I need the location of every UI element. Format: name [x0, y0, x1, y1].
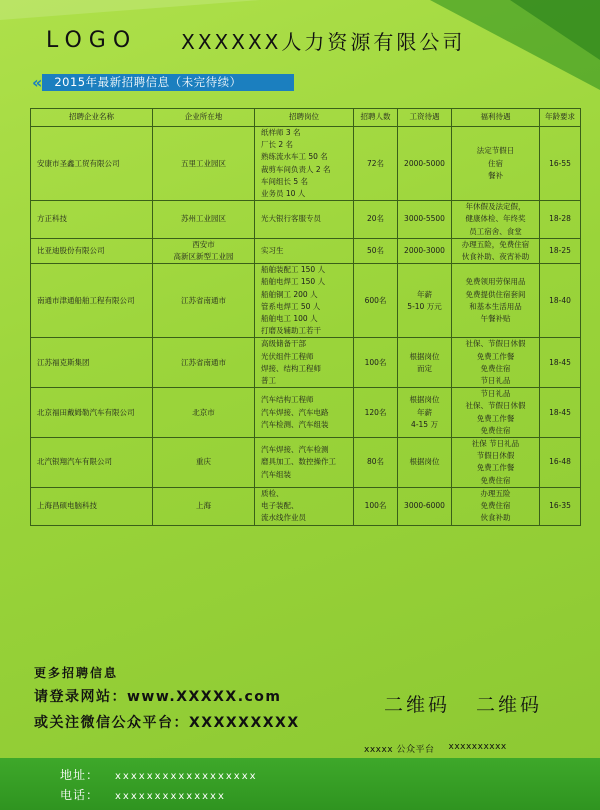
- age-cell: 18-28: [540, 201, 581, 239]
- benefits-cell-line: 节日礼品: [480, 376, 511, 386]
- salary-cell: [398, 238, 452, 263]
- positions-cell-line: 光大银行客服专员: [261, 214, 321, 224]
- table-row: [31, 487, 581, 525]
- count-cell: 120名: [354, 388, 398, 438]
- count-cell: 72名: [354, 127, 398, 201]
- positions-cell-line: 磨具加工、数控操作工: [261, 457, 336, 467]
- benefits-cell: [452, 127, 540, 201]
- table-body: [31, 127, 581, 526]
- location-cell: [153, 264, 255, 338]
- salary-cell-line: 2000-3000: [404, 245, 445, 255]
- positions-cell-line: 船舶电工 100 人: [261, 314, 318, 324]
- positions-cell-line: 高级储备干部: [261, 339, 306, 349]
- location-cell-line: 苏州工业园区: [181, 214, 226, 224]
- benefits-cell: [452, 201, 540, 239]
- age-cell: 16-35: [540, 487, 581, 525]
- qr-code-left: 二维码: [384, 694, 451, 716]
- location-cell: [153, 438, 255, 488]
- count-cell: 50名: [354, 238, 398, 263]
- positions-cell: [255, 438, 354, 488]
- salary-cell-line: 根据岗位: [409, 351, 440, 361]
- company-cell: 比亚迪股份有限公司: [31, 238, 153, 263]
- count-cell: 80名: [354, 438, 398, 488]
- salary-cell-line: 年薪: [417, 289, 432, 299]
- qr-code-placeholders: [384, 690, 542, 717]
- salary-cell: [398, 201, 452, 239]
- location-cell-line: 上海: [196, 501, 211, 511]
- positions-cell: [255, 201, 354, 239]
- benefits-cell-line: 午餐补贴: [480, 314, 511, 324]
- salary-cell-line: 根据岗位: [409, 457, 440, 467]
- positions-cell-line: 厂长 2 名: [261, 140, 294, 150]
- benefits-cell-line: 和基本生活用品: [469, 301, 522, 311]
- positions-cell-line: 船舶装配工 150 人: [261, 265, 326, 275]
- positions-cell-line: 汽车组装: [261, 469, 291, 479]
- salary-cell-line: 年薪: [417, 407, 432, 417]
- positions-cell-line: 打磨及辅助工若干: [261, 326, 321, 336]
- benefits-cell-line: 免费住宿: [480, 363, 511, 373]
- count-cell: 600名: [354, 264, 398, 338]
- more-jobs-title: 更多招聘信息: [34, 666, 119, 680]
- salary-cell-line: 而定: [417, 363, 432, 373]
- table-row: [31, 338, 581, 388]
- positions-cell: [255, 388, 354, 438]
- positions-cell-line: 质检、: [261, 488, 284, 498]
- benefits-cell-line: 伙食补助: [480, 513, 511, 523]
- salary-cell-line: 2000-5000: [404, 158, 445, 168]
- positions-cell: [255, 238, 354, 263]
- location-cell-line: 西安市: [192, 239, 215, 249]
- positions-cell-line: 焊接、结构工程师: [261, 363, 321, 373]
- positions-cell-line: 光伏组件工程师: [261, 351, 314, 361]
- benefits-cell-line: 健康体检、年终奖: [465, 214, 526, 224]
- page-header: [46, 26, 530, 54]
- table-row: [31, 127, 581, 201]
- positions-cell-line: 电子装配、: [261, 501, 299, 511]
- positions-cell-line: 纸样师 3 名: [261, 128, 301, 137]
- benefits-cell-line: 免费领用劳保用品: [465, 277, 526, 287]
- salary-cell: [398, 264, 452, 338]
- column-header: 企业所在地: [153, 109, 255, 127]
- positions-cell-line: 汽车结构工程师: [261, 395, 314, 405]
- recruitment-table: [30, 108, 581, 526]
- address-value: xxxxxxxxxxxxxxxxxx: [115, 771, 258, 782]
- benefits-cell-line: 节假日休假: [476, 451, 515, 461]
- benefits-cell-line: 节日礼品: [480, 389, 511, 399]
- positions-cell: [255, 338, 354, 388]
- benefits-cell-line: 免费提供住宿套间: [465, 289, 526, 299]
- positions-cell-line: 船舶电焊工 150 人: [261, 277, 326, 287]
- salary-cell-line: 5-10 万元: [407, 301, 442, 311]
- column-header: 招聘岗位: [255, 109, 354, 127]
- benefits-cell: [452, 388, 540, 438]
- positions-cell-line: 实习生: [261, 245, 284, 255]
- salary-cell-line: 根据岗位: [409, 395, 440, 405]
- company-cell: 北汽银翔汽车有限公司: [31, 438, 153, 488]
- positions-cell-line: 普工: [261, 376, 276, 386]
- count-cell: 20名: [354, 201, 398, 239]
- location-cell-line: 五里工业园区: [181, 158, 226, 168]
- benefits-cell-line: 法定节假日: [476, 146, 515, 156]
- benefits-cell: [452, 438, 540, 488]
- location-cell: [153, 487, 255, 525]
- benefits-cell: [452, 338, 540, 388]
- company-name: XXXXXX人力资源有限公司: [181, 29, 466, 54]
- double-chevron-icon: «: [32, 73, 39, 92]
- positions-cell-line: 车间组长 5 名: [261, 176, 309, 186]
- location-cell-line: 高新区新型工业园: [173, 252, 234, 262]
- column-header: 年龄要求: [540, 109, 581, 127]
- positions-cell-line: 熟练流水车工 50 名: [261, 152, 328, 162]
- positions-cell: [255, 127, 354, 201]
- top-decoration: [0, 0, 260, 20]
- location-cell: [153, 238, 255, 263]
- location-cell: [153, 338, 255, 388]
- table-row: [31, 388, 581, 438]
- company-cell: 南通市津通船舶工程有限公司: [31, 264, 153, 338]
- company-cell: 上海昌硕电脑科技: [31, 487, 153, 525]
- benefits-cell-line: 员工宿舍、食堂: [469, 226, 522, 236]
- benefits-cell-line: 办理五险，免费住宿: [461, 239, 530, 249]
- wechat-captions: [364, 742, 507, 755]
- positions-cell-line: 汽车检测、汽车组装: [261, 419, 329, 429]
- salary-cell: [398, 487, 452, 525]
- qr-code-right: 二维码: [476, 694, 543, 716]
- column-header: 招聘人数: [354, 109, 398, 127]
- positions-cell-line: 汽车焊接、汽车电路: [261, 407, 329, 417]
- section-banner: [32, 73, 294, 92]
- positions-cell-line: 流水线作业员: [261, 513, 306, 523]
- benefits-cell-line: 免费工作餐: [476, 413, 515, 423]
- benefits-cell-line: 年休假及法定假，: [465, 202, 526, 212]
- age-cell: 16-48: [540, 438, 581, 488]
- location-cell-line: 重庆: [196, 457, 211, 467]
- positions-cell-line: 业务员 10 人: [261, 189, 306, 199]
- age-cell: 18-45: [540, 388, 581, 438]
- location-cell: [153, 127, 255, 201]
- benefits-cell-line: 社保、节假日休假: [465, 401, 526, 411]
- benefits-cell: [452, 487, 540, 525]
- company-cell: 安康市圣鑫工贸有限公司: [31, 127, 153, 201]
- location-cell-line: 江苏省南通市: [181, 357, 226, 367]
- column-header: 福利待遇: [452, 109, 540, 127]
- phone-label: 电话：: [60, 788, 100, 802]
- age-cell: 16-55: [540, 127, 581, 201]
- benefits-cell-line: 伙食补助、夜宵补助: [461, 252, 530, 262]
- count-cell: 100名: [354, 338, 398, 388]
- table-row: [31, 438, 581, 488]
- table-row: [31, 238, 581, 263]
- salary-cell-line: 4-15 万: [411, 419, 438, 429]
- age-cell: 18-45: [540, 338, 581, 388]
- positions-cell-line: 裁剪车间负责人 2 名: [261, 164, 331, 174]
- location-cell: [153, 201, 255, 239]
- positions-cell-line: 汽车焊接、汽车检测: [261, 445, 329, 455]
- benefits-cell-line: 免费工作餐: [476, 351, 515, 361]
- logo: LOGO: [46, 27, 138, 53]
- salary-cell-line: 3000-6000: [404, 501, 445, 511]
- age-cell: 18-25: [540, 238, 581, 263]
- salary-cell: [398, 127, 452, 201]
- positions-cell: [255, 487, 354, 525]
- address-label: 地址：: [60, 768, 100, 782]
- count-cell: 100名: [354, 487, 398, 525]
- column-header: 工资待遇: [398, 109, 452, 127]
- table-row: [31, 264, 581, 338]
- benefits-cell-line: 免费住宿: [480, 501, 511, 511]
- salary-cell-line: 3000-5500: [404, 214, 445, 224]
- salary-cell: [398, 388, 452, 438]
- wechat-line: 或关注微信公众平台：XXXXXXXXX: [34, 715, 300, 731]
- benefits-cell-line: 免费住宿: [480, 475, 511, 485]
- address-line: [60, 766, 258, 783]
- benefits-cell-line: 社保 节日礼品: [471, 439, 520, 449]
- location-cell-line: 北京市: [192, 407, 215, 417]
- phone-value: xxxxxxxxxxxxxx: [115, 791, 226, 802]
- company-cell: 方正科技: [31, 201, 153, 239]
- positions-cell-line: 管系电焊工 50 人: [261, 301, 321, 311]
- website-line[interactable]: 请登录网站：www.XXXXX.com: [34, 689, 282, 705]
- wechat-name: xxxxx 公众平台: [364, 745, 435, 755]
- wechat-id: xxxxxxxxxx: [448, 742, 507, 752]
- company-cell: 北京福田戴姆勒汽车有限公司: [31, 388, 153, 438]
- benefits-cell: [452, 238, 540, 263]
- age-cell: 18-40: [540, 264, 581, 338]
- table-header-row: [31, 109, 581, 127]
- benefits-cell-line: 免费住宿: [480, 425, 511, 435]
- benefits-cell-line: 住宿: [488, 158, 503, 168]
- benefits-cell-line: 办理五险: [480, 488, 511, 498]
- salary-cell: [398, 338, 452, 388]
- positions-cell-line: 船舶铜工 200 人: [261, 289, 318, 299]
- phone-line: [60, 786, 226, 803]
- table-row: [31, 201, 581, 239]
- column-header: 招聘企业名称: [31, 109, 153, 127]
- location-cell: [153, 388, 255, 438]
- positions-cell: [255, 264, 354, 338]
- location-cell-line: 江苏省南通市: [181, 295, 226, 305]
- contact-info: [34, 662, 300, 736]
- benefits-cell-line: 社保、节假日休假: [465, 339, 526, 349]
- banner-title: 2015年最新招聘信息（未完待续）: [42, 74, 294, 91]
- company-cell: 江苏福克斯集团: [31, 338, 153, 388]
- benefits-cell: [452, 264, 540, 338]
- benefits-cell-line: 餐补: [488, 170, 503, 180]
- salary-cell: [398, 438, 452, 488]
- benefits-cell-line: 免费工作餐: [476, 463, 515, 473]
